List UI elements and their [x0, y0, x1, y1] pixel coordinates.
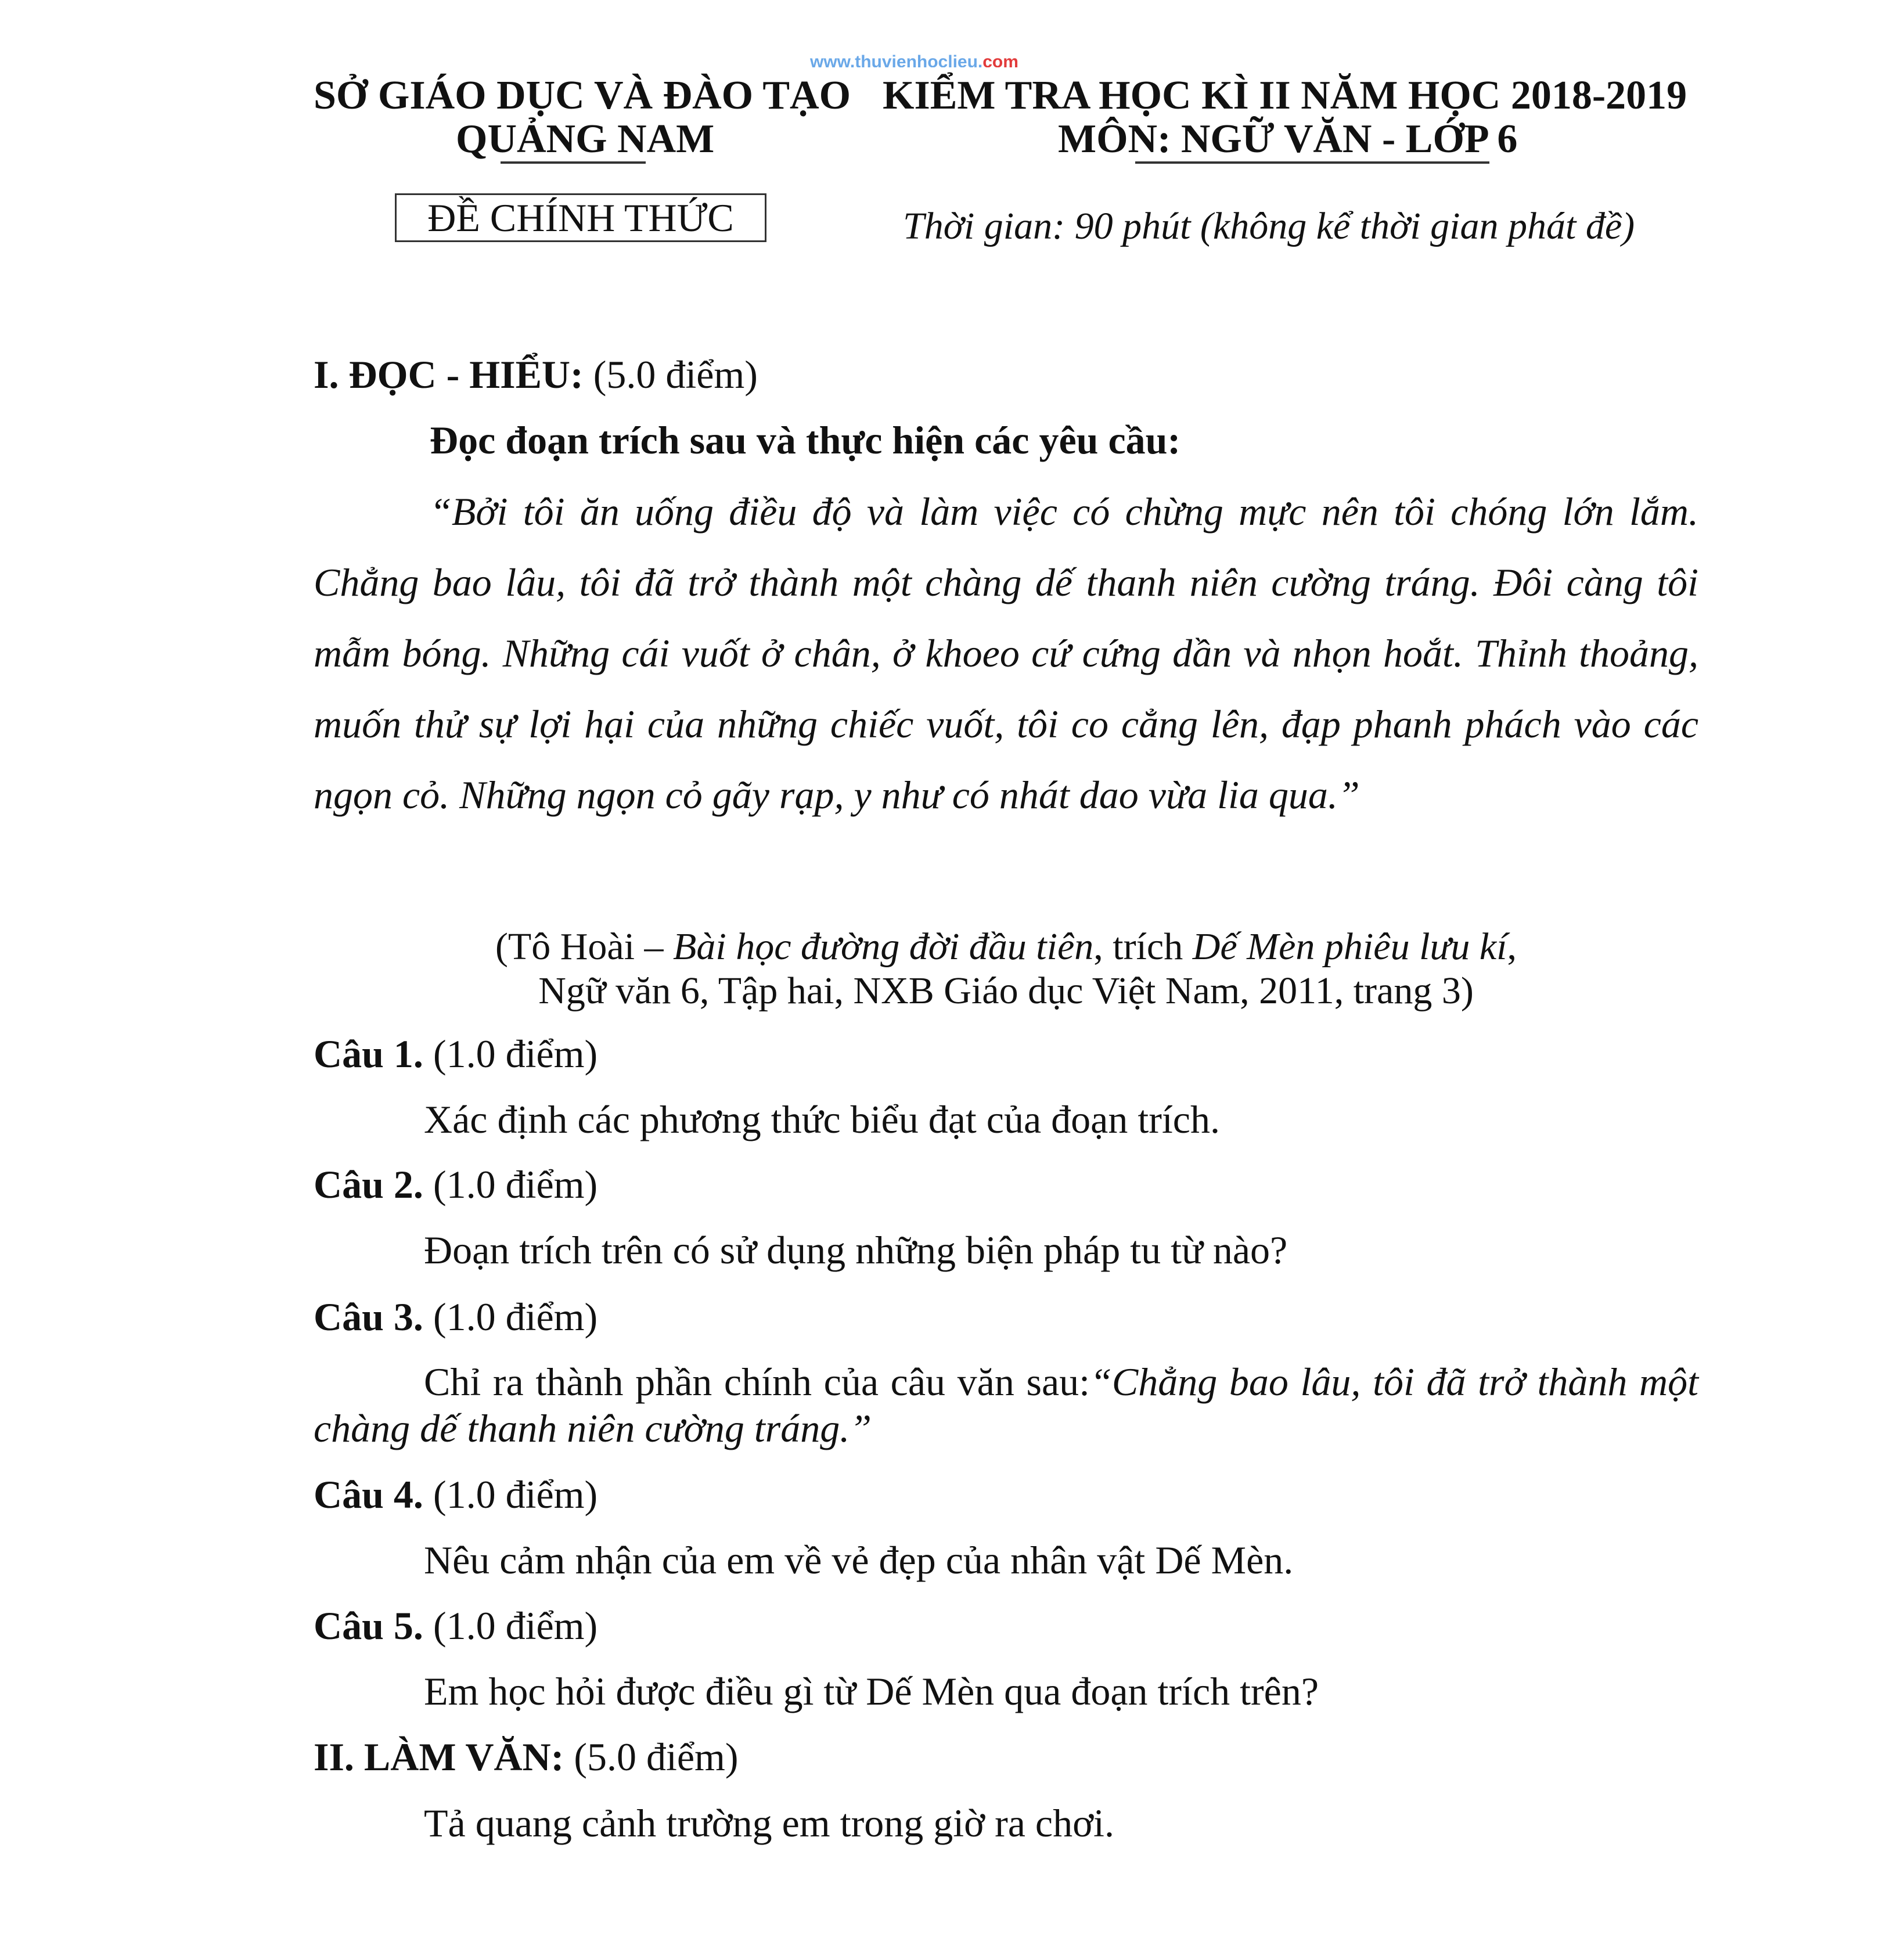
- watermark-accent: com: [982, 53, 1018, 67]
- question-1-points: (1.0 điểm): [423, 1032, 598, 1076]
- question-3-body: [314, 1359, 1698, 1451]
- source-book-title: Dế Mèn phiêu lưu kí: [1192, 925, 1507, 968]
- source-work-title: Bài học đường đời đầu tiên: [673, 925, 1094, 968]
- question-4-text: Nêu cảm nhận của em về vẻ đẹp của nhân vật Dế Mèn.: [424, 1538, 1294, 1582]
- question-4-heading: [314, 1471, 598, 1518]
- question-3-points: (1.0 điểm): [423, 1295, 598, 1339]
- reading-passage: “Bởi tôi ăn uống điều độ và làm việc có chừng mực nên tôi chóng lớn lắm. Chẳng bao lâu, tôi đã trở thành một chàng dế thanh niên cường tráng. Đôi càng tôi mẫm bóng. Những cái vuốt ở chân, ở khoeo cứ cứng dần và nhọn hoắt. Thỉnh thoảng, muốn thử sự lợi hại của những chiếc vuốt, tôi co cẳng lên, đạp phanh phách vào các ngọn cỏ. Những ngọn cỏ gãy rạp, y như có nhát dao vừa lia qua.”: [314, 489, 1698, 817]
- essay-prompt: Tả quang cảnh trường em trong giờ ra chơi.: [424, 1801, 1114, 1845]
- section1-title: I. ĐỌC - HIỂU:: [314, 352, 584, 397]
- question-3-text: Chỉ ra thành phần chính của câu văn sau:: [424, 1360, 1090, 1404]
- section1-heading: [314, 351, 758, 398]
- watermark-main: www.thuvienhoclieu.: [810, 53, 983, 67]
- passage-source-line2: Ngữ văn 6, Tập hai, NXB Giáo dục Việt Nam, 2011, trang 3): [538, 970, 1474, 1012]
- exam-time-note: Thời gian: 90 phút (không kể thời gian phát đề): [903, 205, 1635, 247]
- section2-title: II. LÀM VĂN:: [314, 1735, 564, 1779]
- exam-subject: MÔN: NGỮ VĂN - LỚP 6: [1058, 117, 1518, 161]
- section2-points: (5.0 điểm): [564, 1735, 739, 1779]
- question-1-title: Câu 1.: [314, 1032, 423, 1076]
- exam-subject-underline: [1135, 161, 1489, 164]
- question-3-quote: “Chẳng bao lâu, tôi đã trở thành một chàng dế thanh niên cường tráng.”: [314, 1360, 1699, 1450]
- question-3-heading: [314, 1294, 598, 1340]
- question-5-heading: [314, 1602, 598, 1649]
- question-2-text: Đoạn trích trên có sử dụng những biện pháp tu từ nào?: [424, 1228, 1288, 1272]
- official-exam-label: ĐỀ CHÍNH THỨC: [395, 193, 766, 242]
- question-3-title: Câu 3.: [314, 1295, 423, 1339]
- question-2-heading: [314, 1161, 598, 1208]
- question-2-title: Câu 2.: [314, 1162, 423, 1206]
- question-1-text: Xác định các phương thức biểu đạt của đoạn trích.: [424, 1097, 1220, 1141]
- department-underline: [501, 161, 646, 164]
- section1-instruction: Đọc đoạn trích sau và thực hiện các yêu cầu:: [430, 418, 1181, 462]
- exam-title: KIỂM TRA HỌC KÌ II NĂM HỌC 2018-2019: [883, 73, 1687, 118]
- question-4-title: Câu 4.: [314, 1472, 423, 1516]
- question-2-points: (1.0 điểm): [423, 1162, 598, 1206]
- question-5-points: (1.0 điểm): [423, 1604, 598, 1648]
- question-5-text: Em học hỏi được điều gì từ Dế Mèn qua đoạn trích trên?: [424, 1669, 1319, 1713]
- province-name: QUẢNG NAM: [456, 117, 715, 161]
- watermark: [810, 53, 1216, 67]
- question-1-heading: [314, 1031, 598, 1077]
- question-5-title: Câu 5.: [314, 1604, 423, 1648]
- passage-source-line1: [314, 924, 1698, 970]
- question-4-points: (1.0 điểm): [423, 1472, 598, 1516]
- section1-points: (5.0 điểm): [583, 352, 758, 397]
- source-comma: ,: [1507, 925, 1517, 968]
- source-connector: , trích: [1093, 925, 1193, 968]
- source-author: (Tô Hoài –: [495, 925, 674, 968]
- department-name: SỞ GIÁO DỤC VÀ ĐÀO TẠO: [314, 73, 851, 118]
- section2-heading: [314, 1734, 739, 1780]
